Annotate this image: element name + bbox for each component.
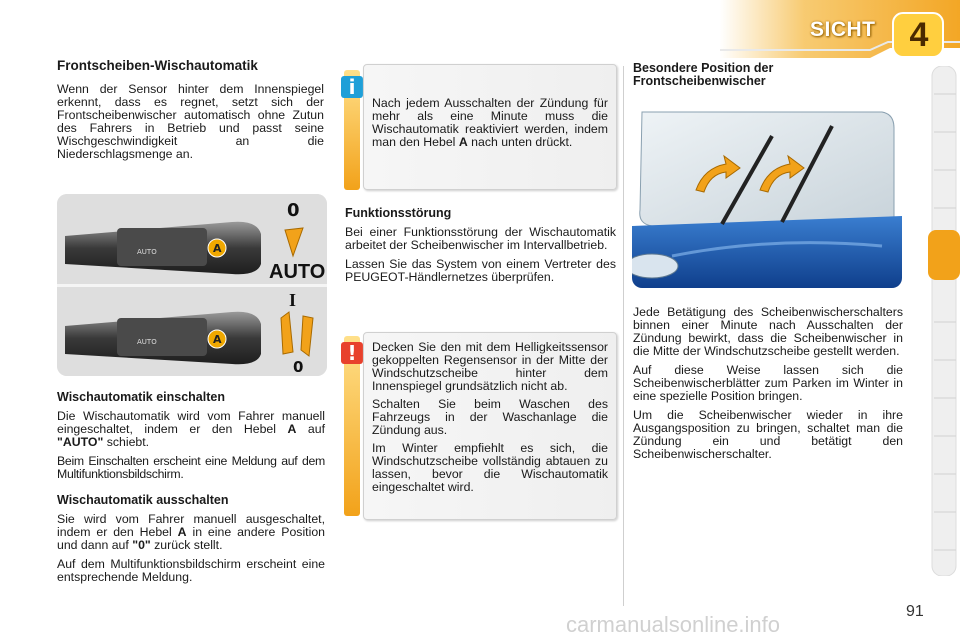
special-position-paragraph-2: Auf diese Weise lassen sich die Scheibenwischerblätter zum Parken im Winter in eine spezielle Position bringen. [633, 363, 903, 403]
warning-text-3: Im Winter empfiehlt es sich, die Windschutzscheibe vollständig abtauen zu lassen, bevor die Wischautomatik eingeschaltet wird. [372, 441, 608, 494]
svg-text:A: A [213, 333, 222, 346]
special-position-heading: Besondere Position der Frontscheibenwischer [633, 61, 774, 88]
deactivate-display-note: Auf dem Multifunktionsbildschirm erscheint eine entsprechende Meldung. [57, 557, 325, 584]
activate-paragraph: Die Wischautomatik wird vom Fahrer manuell eingeschaltet, indem er den Hebel A auf "AUTO" schiebt. [57, 409, 326, 449]
fault-heading: Funktionsstörung [345, 206, 452, 220]
svg-text:0: 0 [293, 358, 304, 376]
windscreen-wipers-illustration [632, 106, 902, 288]
activate-heading: Wischautomatik einschalten [57, 390, 225, 404]
section-activate [57, 390, 325, 590]
fault-paragraph-1: Bei einer Funktionsstörung der Wischautomatik arbeitet der Scheibenwischer im Intervallbetrieb. [345, 225, 616, 252]
svg-text:A: A [213, 242, 222, 255]
svg-text:AUTO: AUTO [137, 338, 157, 346]
wiper-lever-illustration [57, 194, 327, 376]
warning-box [363, 332, 617, 520]
column-right [633, 62, 903, 94]
special-position-paragraph-3: Um die Scheibenwischer wieder in ihre Ausgangsposition zu bringen, schaltet man die Zündung ein und betätigt den Scheibenwischerschalter. [633, 408, 903, 461]
info-box [363, 64, 617, 190]
intro-paragraph: Wenn der Sensor hinter dem Innenspiegel erkennt, dass es regnet, setzt sich der Frontscheibenwischer automatisch ohne Zutun des Fahrers in Betrieb und passt seine Wischgeschwindigkeit an die Niederschlagsmenge an. [57, 82, 324, 161]
svg-text:I: I [289, 290, 297, 310]
fault-paragraph-2: Lassen Sie das System von einem Vertreter des PEUGEOT-Händlernetzes überprüfen. [345, 257, 616, 284]
chapter-tab-strip [928, 66, 960, 576]
column-divider [623, 66, 624, 606]
warning-text-2: Schalten Sie beim Waschen des Fahrzeugs in der Waschanlage die Zündung aus. [372, 397, 608, 437]
chapter-title: SICHT [810, 18, 876, 41]
svg-text:0: 0 [287, 200, 300, 221]
info-box-text: Nach jedem Ausschalten der Zündung für mehr als eine Minute muss die Wischautomatik reaktiviert werden, indem man den Hebel A nach unten drückt. [372, 96, 608, 149]
chapter-number: 4 [909, 16, 929, 54]
section-title: Frontscheiben-Wischautomatik [57, 58, 258, 73]
warning-text-1: Decken Sie den mit dem Helligkeitssensor gekoppelten Regensensor in der Mitte der Windschutzscheibe hinter dem Innenspiegel grundsätzlich nicht ab. [372, 340, 608, 393]
activate-display-note: Beim Einschalten erscheint eine Meldung auf dem Multifunktionsbildschirm. [57, 454, 325, 481]
svg-text:AUTO: AUTO [269, 261, 326, 283]
special-position-text [633, 306, 903, 467]
column-middle [345, 206, 616, 290]
page-number: 91 [906, 603, 924, 620]
svg-text:AUTO: AUTO [137, 248, 157, 256]
info-icon: i [341, 76, 363, 98]
warning-icon: ! [341, 342, 363, 364]
deactivate-heading: Wischautomatik ausschalten [57, 493, 229, 507]
special-position-paragraph-1: Jede Betätigung des Scheibenwischerschalters binnen einer Minute nach Ausschalten der Zündung bewirkt, dass die Scheibenwischer in die Mitte der Windschutzscheibe gestellt werden. [633, 305, 903, 358]
watermark: carmanualsonline.info [566, 612, 781, 637]
deactivate-paragraph: Sie wird vom Fahrer manuell ausgeschaltet, indem er den Hebel A in eine andere Position und dann auf "0" zurück stellt. [57, 512, 326, 552]
column-left [57, 58, 324, 167]
